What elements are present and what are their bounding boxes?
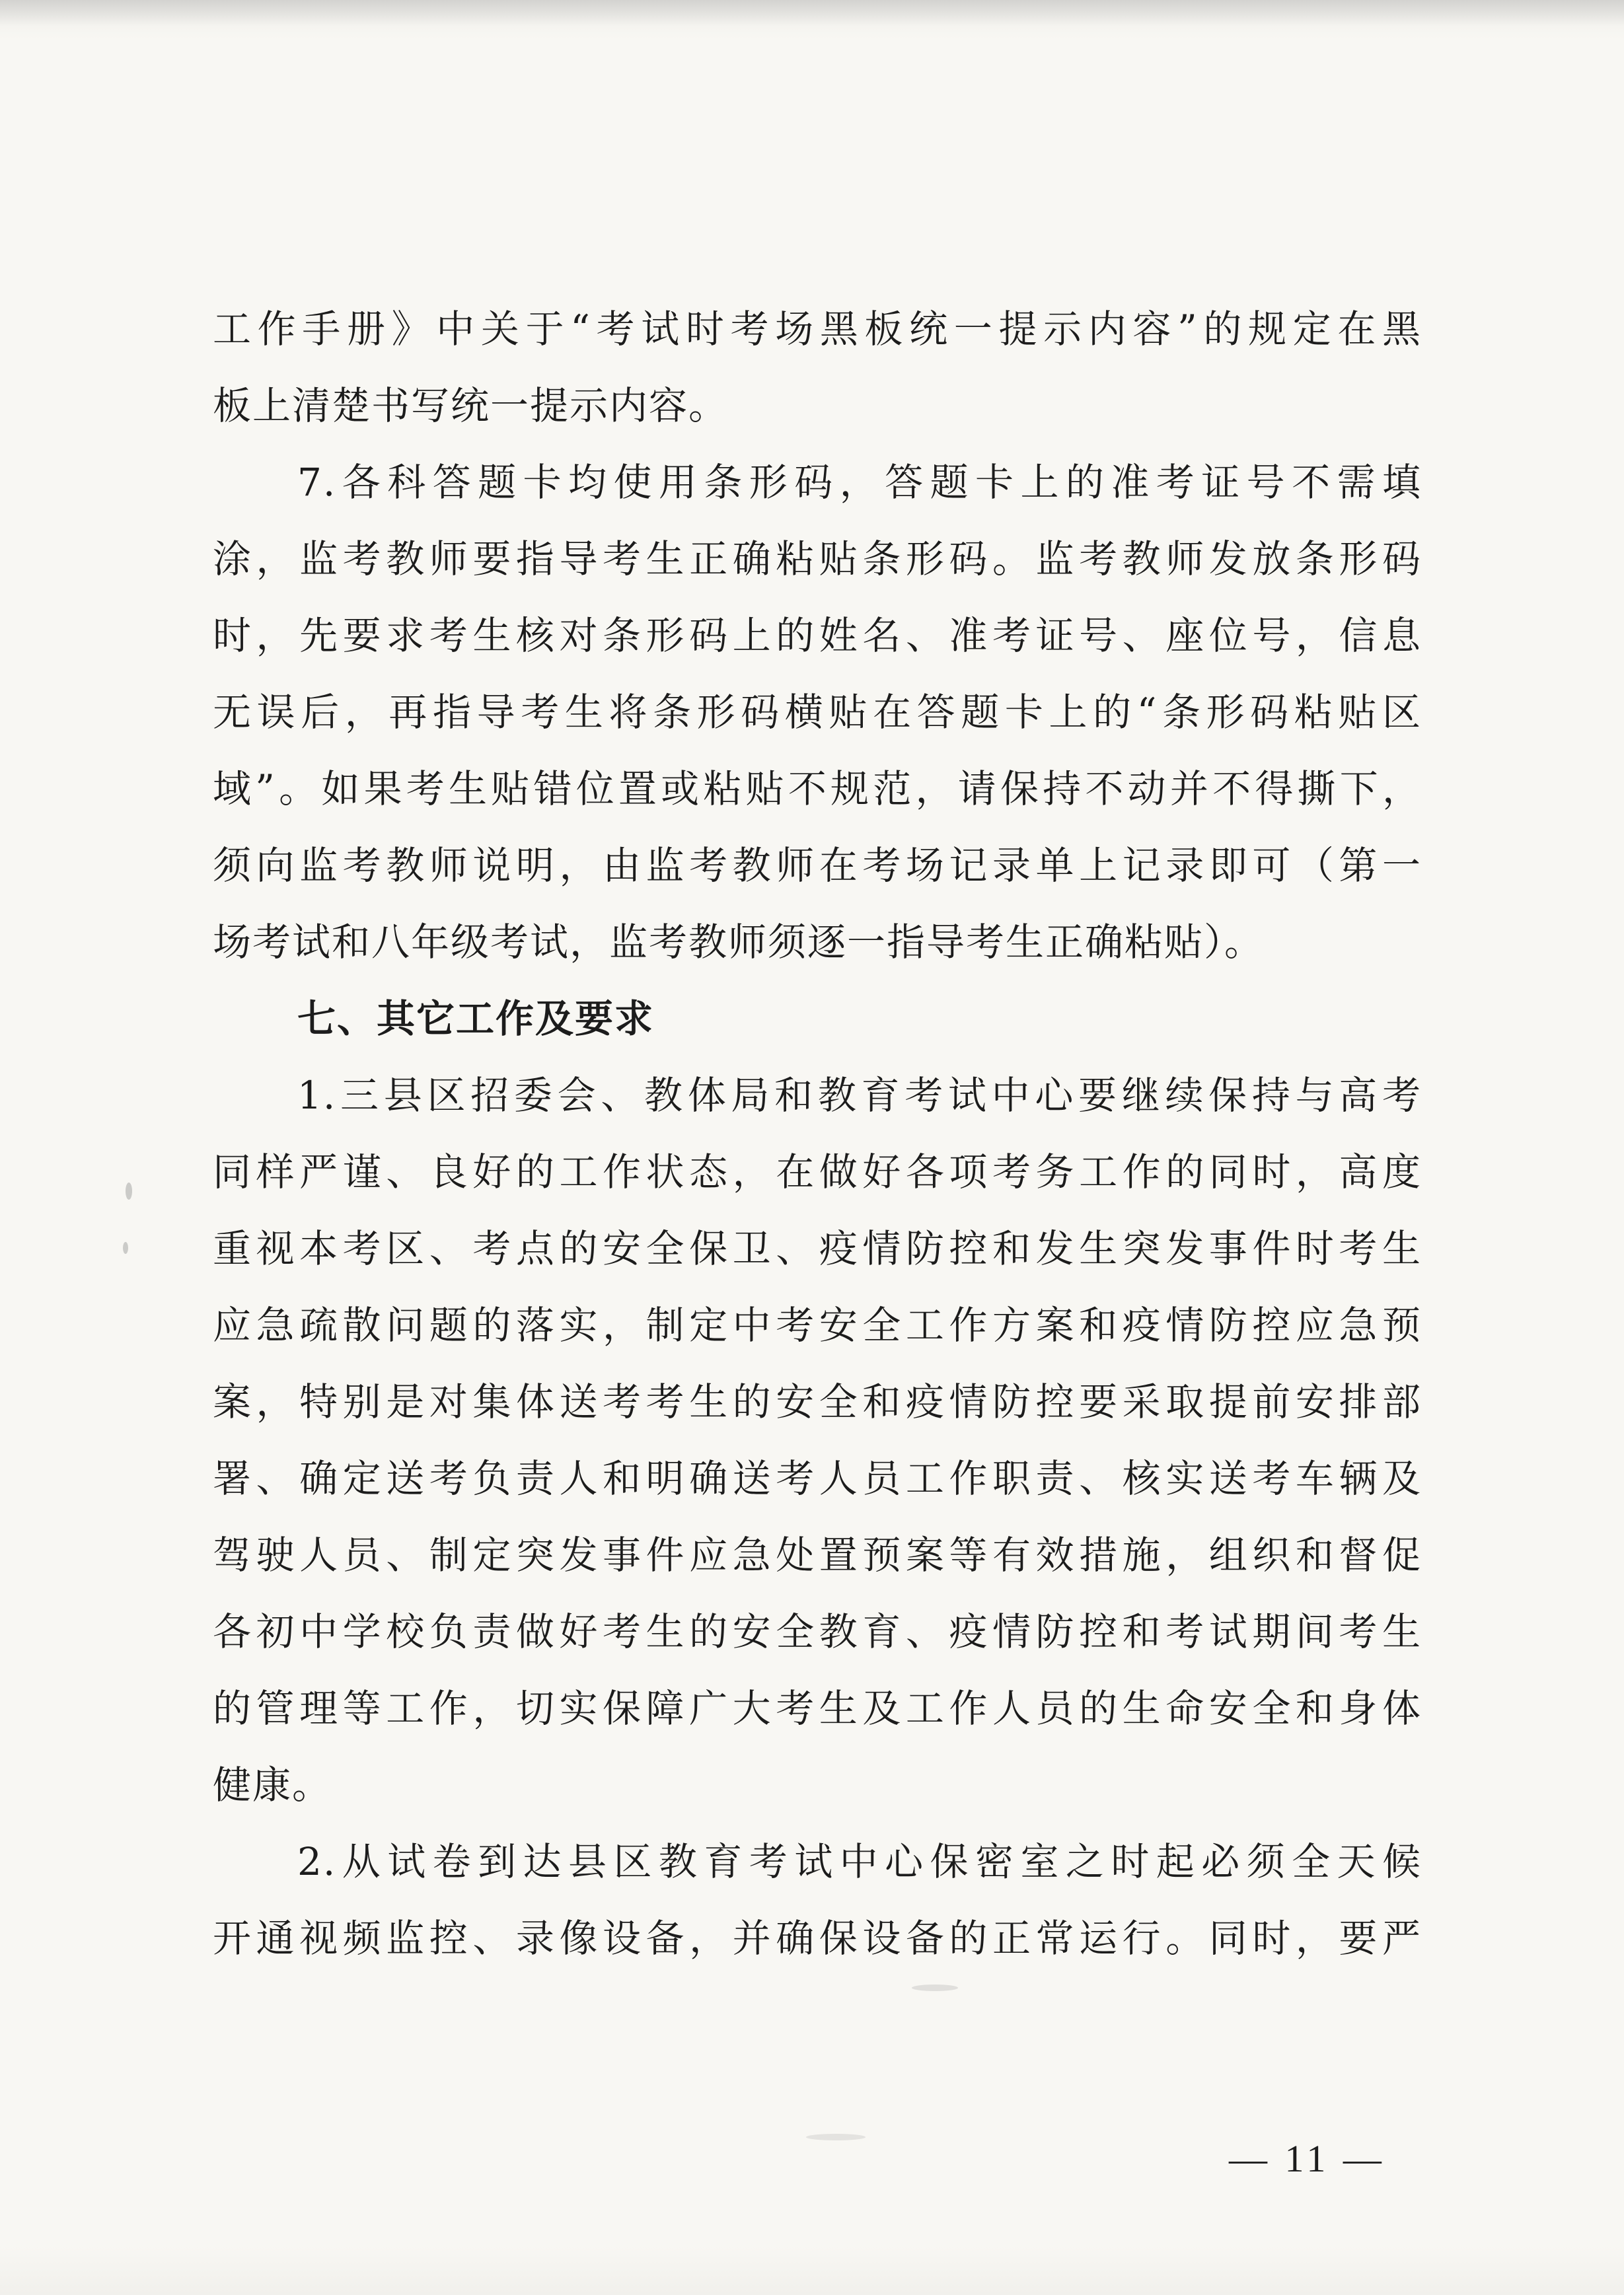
- paragraph-line: 署、确定送考负责人和明确送考人员工作职责、核实送考车辆及: [213, 1456, 1422, 1501]
- paragraph-line: 场考试和八年级考试，监考教师须逐一指导考生正确粘贴）。: [213, 920, 1265, 965]
- paragraph-line: 的管理等工作，切实保障广大考生及工作人员的生命安全和身体: [213, 1686, 1422, 1731]
- paragraph-line: 须向监考教师说明，由监考教师在考场记录单上记录即可（第一: [213, 843, 1422, 888]
- paragraph-line: 7.各科答题卡均使用条形码，答题卡上的准考证号不需填: [297, 460, 1422, 505]
- paragraph-line: 无误后，再指导考生将条形码横贴在答题卡上的“条形码粘贴区: [213, 690, 1422, 735]
- document-body: [213, 291, 1422, 1977]
- paragraph-line: 各初中学校负责做好考生的安全教育、疫情防控和考试期间考生: [213, 1609, 1422, 1654]
- paragraph-line: 健康。: [213, 1763, 332, 1807]
- paragraph-line: 1.三县区招委会、教体局和教育考试中心要继续保持与高考: [297, 1073, 1422, 1118]
- scan-speck: [126, 1183, 132, 1200]
- paragraph-line: 应急疏散问题的落实，制定中考安全工作方案和疫情防控应急预: [213, 1303, 1422, 1348]
- section-heading: 七、其它工作及要求: [297, 996, 655, 1041]
- scan-speck: [912, 1985, 958, 1991]
- scan-edge-shadow: [0, 0, 1624, 26]
- scan-speck: [806, 2134, 866, 2140]
- paragraph-line: 开通视频监控、录像设备，并确保设备的正常运行。同时，要严: [213, 1916, 1422, 1961]
- paragraph-line: 同样严谨、良好的工作状态，在做好各项考务工作的同时，高度: [213, 1149, 1422, 1194]
- paragraph-line: 域”。如果考生贴错位置或粘贴不规范，请保持不动并不得撕下，: [213, 766, 1422, 811]
- paragraph-line: 案，特别是对集体送考考生的安全和疫情防控要采取提前安排部: [213, 1379, 1422, 1424]
- paragraph-line: 涂，监考教师要指导考生正确粘贴条形码。监考教师发放条形码: [213, 536, 1422, 581]
- paragraph-line: 驾驶人员、制定突发事件应急处置预案等有效措施，组织和督促: [213, 1533, 1422, 1578]
- paragraph-line: 时，先要求考生核对条形码上的姓名、准考证号、座位号，信息: [213, 613, 1422, 658]
- paragraph-line: 板上清楚书写统一提示内容。: [213, 383, 729, 428]
- paragraph-line: 2.从试卷到达县区教育考试中心保密室之时起必须全天候: [297, 1839, 1422, 1884]
- paragraph-line: 重视本考区、考点的安全保卫、疫情防控和发生突发事件时考生: [213, 1226, 1422, 1271]
- scan-speck: [123, 1242, 128, 1254]
- page-number: — 11 —: [1229, 2137, 1385, 2180]
- paragraph-line: 工作手册》中关于“考试时考场黑板统一提示内容”的规定在黑: [213, 307, 1422, 351]
